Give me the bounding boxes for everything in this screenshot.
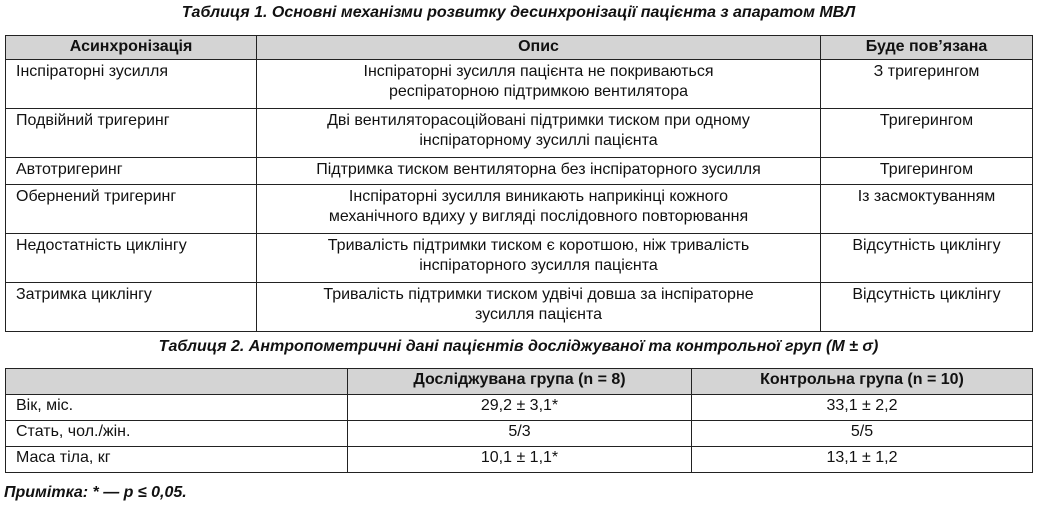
asynchrony-description <box>257 60 821 109</box>
description-line-1: Тривалість підтримки тиском удвічі довша за інспіраторне <box>323 286 754 303</box>
study-group-value: 5/3 <box>348 421 692 447</box>
description-line-1: Інспіраторні зусилля пацієнта не покриваються <box>363 63 714 80</box>
description-line-1: Підтримка тиском вентиляторна без інспіраторного зусилля <box>316 161 761 178</box>
control-group-value: 33,1 ± 2,2 <box>692 395 1033 421</box>
table-row <box>6 421 1033 447</box>
description-line-2: інспіраторного зусилля пацієнта <box>419 257 658 274</box>
asynchrony-name: Недостатність циклінгу <box>6 234 257 283</box>
table-row <box>6 395 1033 421</box>
asynchrony-description <box>257 185 821 234</box>
column-header-asynchrony: Асинхронізація <box>6 36 257 60</box>
asynchrony-association: Із засмоктуванням <box>821 185 1033 234</box>
parameter-label: Стать, чол./жін. <box>6 421 348 447</box>
asynchrony-description <box>257 283 821 332</box>
table-row <box>6 109 1033 158</box>
mechanisms-table <box>5 35 1033 332</box>
table2-caption: Таблиця 2. Антропометричні дані пацієнтів досліджуваної та контрольної груп (M ± σ) <box>158 338 879 355</box>
asynchrony-name: Автотригеринг <box>6 158 257 185</box>
asynchrony-association: Тригерингом <box>821 109 1033 158</box>
table-header-row <box>6 369 1033 395</box>
table-row <box>6 60 1033 109</box>
footnote: Примітка: * — р ≤ 0,05. <box>4 484 187 501</box>
asynchrony-name: Затримка циклінгу <box>6 283 257 332</box>
column-header-control-group: Контрольна група (n = 10) <box>692 369 1033 395</box>
table1-caption: Таблиця 1. Основні механізми розвитку десинхронізації пацієнта з апаратом МВЛ <box>181 4 856 21</box>
parameter-label: Вік, міс. <box>6 395 348 421</box>
column-header-description: Опис <box>257 36 821 60</box>
table-row <box>6 234 1033 283</box>
asynchrony-association: Відсутність циклінгу <box>821 234 1033 283</box>
asynchrony-name: Обернений тригеринг <box>6 185 257 234</box>
asynchrony-description <box>257 234 821 283</box>
anthropometric-table <box>5 368 1033 473</box>
asynchrony-association: Відсутність циклінгу <box>821 283 1033 332</box>
asynchrony-association: З тригерингом <box>821 60 1033 109</box>
asynchrony-description <box>257 109 821 158</box>
description-line-2: респіраторною підтримкою вентилятора <box>389 83 688 100</box>
description-line-2: зусилля пацієнта <box>474 306 603 323</box>
table-row <box>6 158 1033 185</box>
asynchrony-name: Подвійний тригеринг <box>6 109 257 158</box>
asynchrony-association: Тригерингом <box>821 158 1033 185</box>
description-line-1: Дві вентиляторасоційовані підтримки тиском при одному <box>327 112 750 129</box>
table-row <box>6 185 1033 234</box>
column-header-study-group: Досліджувана група (n = 8) <box>348 369 692 395</box>
table-row <box>6 283 1033 332</box>
description-line-1: Інспіраторні зусилля виникають наприкінці кожного <box>348 188 729 205</box>
table-row <box>6 447 1033 473</box>
table-header-row <box>6 36 1033 60</box>
column-header-empty <box>6 369 348 395</box>
asynchrony-description <box>257 158 821 185</box>
parameter-label: Маса тіла, кг <box>6 447 348 473</box>
description-line-1: Тривалість підтримки тиском є коротшою, ніж тривалість <box>327 237 750 254</box>
asynchrony-name: Інспіраторні зусилля <box>6 60 257 109</box>
description-line-2: механічного вдиху у вигляді послідовного повторювання <box>328 208 749 225</box>
column-header-associated: Буде пов’язана <box>821 36 1033 60</box>
description-line-2: інспіраторному зусиллі пацієнта <box>419 132 658 149</box>
study-group-value: 29,2 ± 3,1* <box>348 395 692 421</box>
study-group-value: 10,1 ± 1,1* <box>348 447 692 473</box>
control-group-value: 13,1 ± 1,2 <box>692 447 1033 473</box>
control-group-value: 5/5 <box>692 421 1033 447</box>
